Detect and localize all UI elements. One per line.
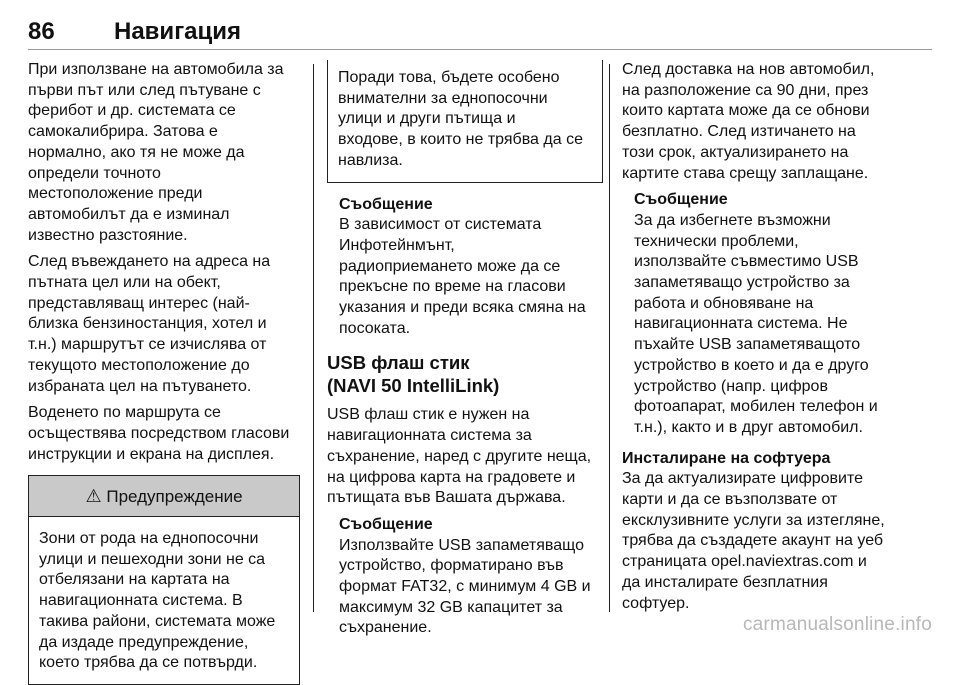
watermark: carmanualsonline.info (742, 614, 932, 635)
notice-text: За да избегнете възможни технически проблеми, използвайте съвместимо USB запаметяващо устройство за работа и обновяване на навигационната система. Не пъхайте USB запаметяващото устройство в което и да е друго устройство (напр. цифров фотоапарат, мобилен телефон и т.н.), както и в друг автомобил. (634, 211, 878, 436)
notice-text: В зависимост от системата Инфотейнмънт, радиоприемането може да се прекъсне по време на гласови указания и преди всяка смяна на посоката. (339, 216, 586, 337)
warning-title: Предупреждение (106, 487, 243, 507)
column-divider-right (609, 64, 610, 612)
warning-header (29, 476, 299, 517)
paragraph-route-calculation: След въвеждането на адреса на пътната цел или на обект, представляващ интерес (най- близка бензиностанция, хотел и т.н.) маршрутът се изчислява от текущото местоположение до избраната цел на пътуването. (28, 253, 271, 395)
notice-usb-format (339, 515, 603, 639)
column-divider-left (313, 64, 314, 612)
paragraph-usb-purpose: USB флаш стик е нужен на навигационната система за съхранение, наред с другите неща, на цифрова карта на градовете и пътищата във Вашата държава. (327, 406, 592, 507)
header-divider (28, 49, 932, 50)
notice-text: Използвайте USB запаметяващо устройство, форматирано във формат FAT32, с минимум 4 GB и максимум 32 GB капацитет за съхранение. (339, 536, 591, 637)
column-middle (327, 60, 603, 639)
paragraph-map-update: След доставка на нов автомобил, на разположение са 90 дни, през които картата може да се обнови безплатно. След изтичането на този срок, актуализирането на картите става срещу заплащане. (622, 61, 875, 182)
column-left (28, 60, 300, 685)
warning-continuation-box: Поради това, бъдете особено внимателни за еднопосочни улици и други пътища и входове, в които не трябва да се навлиза. (327, 60, 603, 183)
notice-title: Съобщение (634, 191, 728, 209)
warning-text: Зони от рода на еднопосочни улици и пешеходни зони не са отбелязани на картата на навигационната система. В такива райони, системата може да издаде предупреждение, което трябва да се потвърди. (39, 530, 276, 672)
warning-triangle-icon: ⚠ (85, 486, 102, 507)
section-title-usb: USB флаш стик (NAVI 50 IntelliLink) (327, 352, 500, 397)
paragraph-software-install: За да актуализирате цифровите карти и да се възползвате от ексклузивните услуги за изтегляне, трябва да създадете акаунт на уеб страницата opel.naviextras.com и да инсталирате безплатния софтуер. (622, 470, 885, 612)
page-header (28, 18, 932, 52)
paragraph-guidance: Воденето по маршрута се осъществява посредством гласови инструкции и екрана на дисплея. (28, 404, 290, 463)
notice-title: Съобщение (339, 515, 433, 533)
notice-radio (339, 195, 603, 340)
page-number: 86 (28, 18, 55, 45)
chapter-title: Навигация (114, 18, 242, 45)
paragraph-calibration: При използване на автомобила за първи път или след пътуване с ферибот и др. системата се самокалибрира. Затова е нормално, ако тя не може да определи точното местоположение преди автомобилът да е изминал известно разстояние. (28, 61, 284, 244)
notice-title: Съобщение (339, 195, 433, 213)
subheading-software-install: Инсталиране на софтуера (622, 449, 831, 467)
column-right (622, 60, 932, 620)
warning-box (28, 475, 300, 685)
notice-usb-compat (634, 190, 932, 438)
